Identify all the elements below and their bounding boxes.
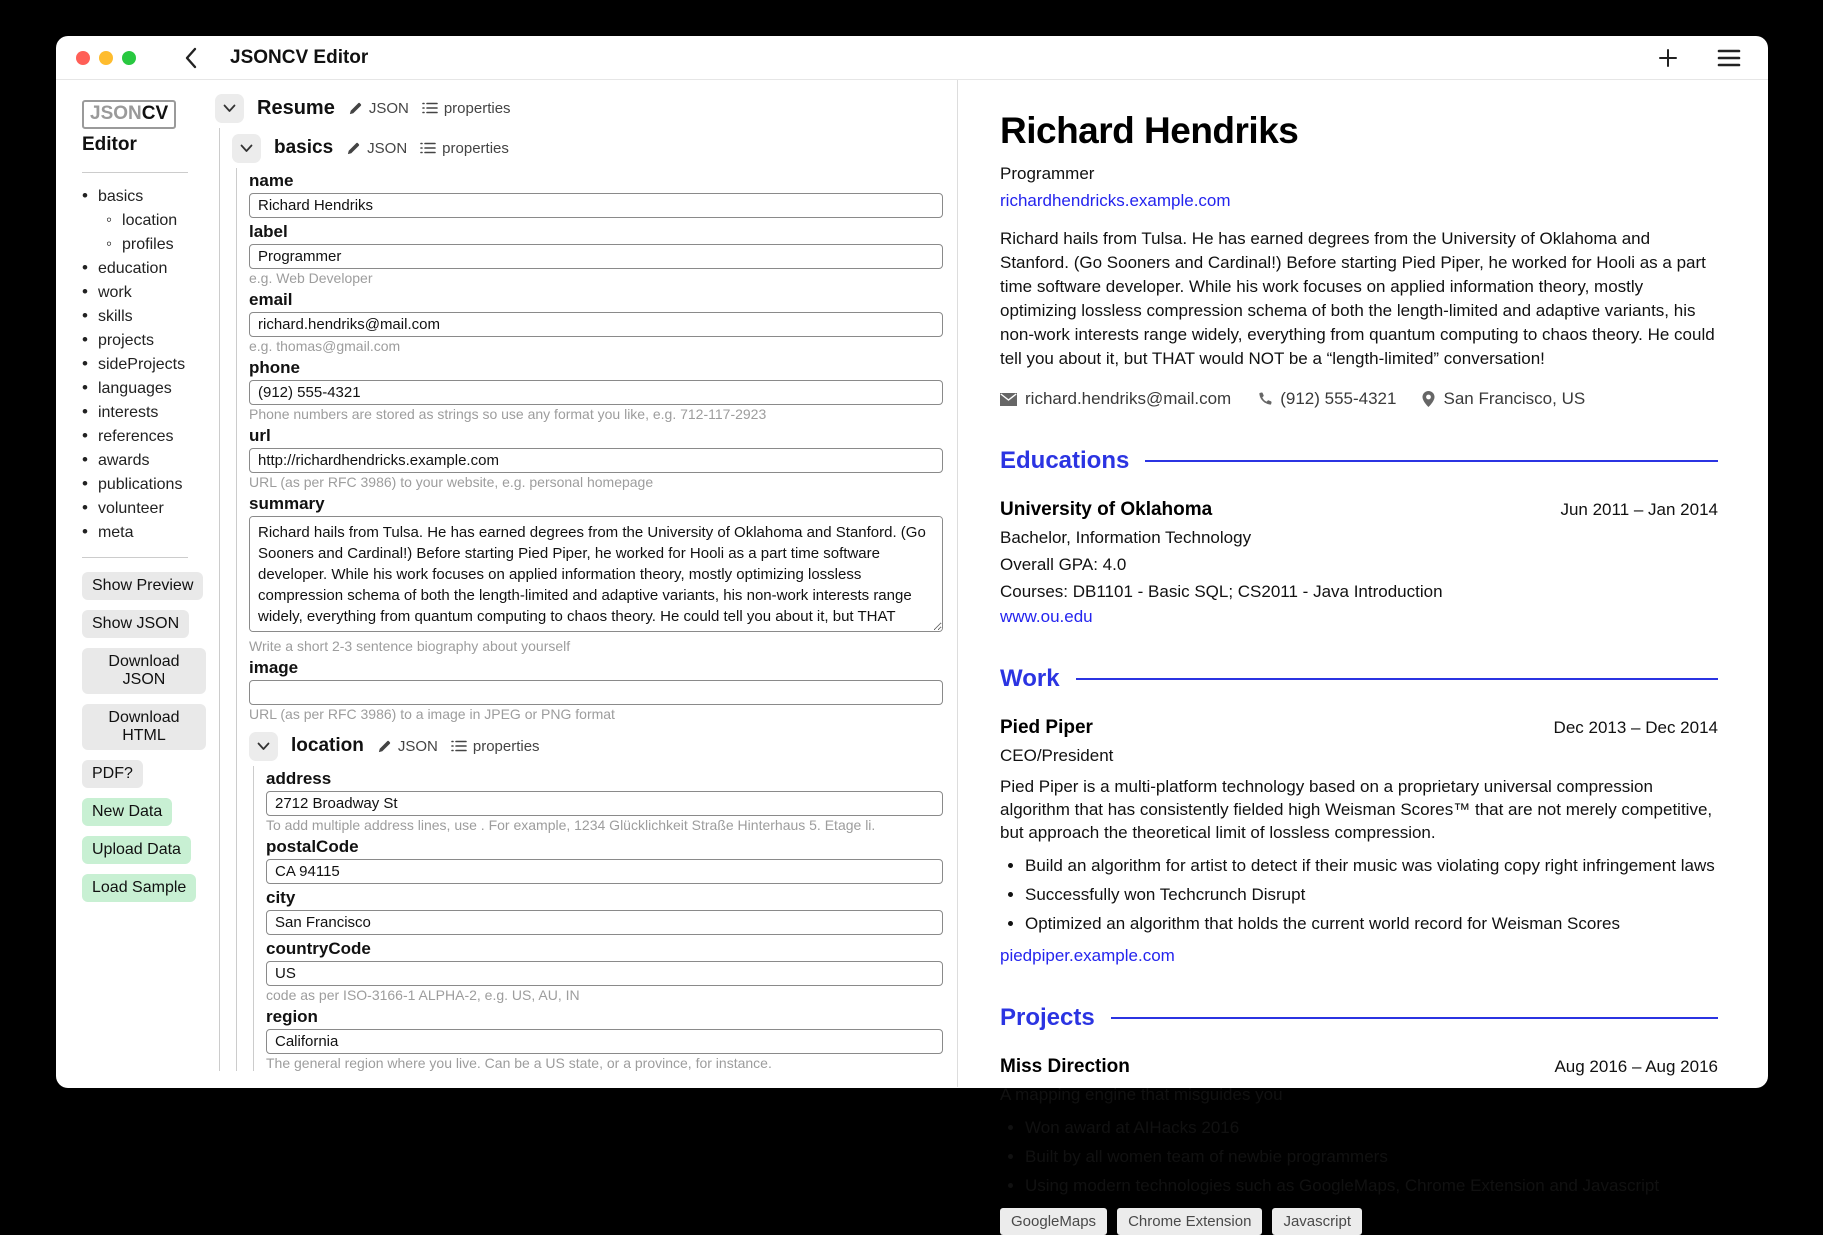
field-city [266,889,943,935]
email-label: email [249,290,293,309]
work-section-heading: Work [1000,665,1718,693]
basics-section-header [232,132,943,164]
sidebar-item-profiles[interactable]: ◦ profiles [106,235,206,253]
education-institution: University of Oklahoma [1000,499,1213,520]
work-position: CEO/President [1000,746,1114,765]
location-section [249,730,943,1071]
map-pin-icon [1422,391,1435,407]
url-label: url [249,426,271,445]
collapse-location-button[interactable] [249,732,278,761]
project-entry-header [1000,1056,1718,1078]
field-url [249,427,943,490]
projects-section-heading: Projects [1000,1004,1718,1032]
education-entry-header [1000,499,1718,521]
address-hint: To add multiple address lines, use . For example, 1234 Glücklichkeit Straße Hinterhaus 5. Etage li. [266,817,876,833]
summary-label: summary [249,494,325,513]
work-dates: Dec 2013 – Dec 2014 [1553,718,1718,737]
field-phone [249,359,943,422]
location-section-title: location [291,735,364,756]
address-label: address [266,769,332,788]
envelope-icon [1000,393,1017,406]
contact-email: richard.hendriks@mail.com [1000,389,1231,409]
postalcode-input[interactable] [266,859,943,884]
basics-section-body [236,168,943,1071]
close-window-button[interactable] [76,51,90,65]
sidebar-item-meta[interactable]: • meta [82,523,206,541]
zoom-window-button[interactable] [122,51,136,65]
logo-subtitle: Editor [82,134,137,155]
field-summary [249,495,943,654]
work-summary: Pied Piper is a multi-platform technology based on a proprietary universal compression algorithm that has consistently fielded high Weisman Scores™ that are not merely competitive, but approach the theoretical limit of lossless compression. [1000,777,1713,842]
basics-section-title: basics [274,137,334,158]
sidebar-nav [82,187,206,541]
location-properties-button[interactable]: properties [451,738,540,755]
preview-work-section [1000,665,1718,966]
sidebar-divider-top [82,172,188,173]
resume-section-header [215,92,943,124]
pencil-icon [348,101,363,116]
app-window [56,36,1768,1230]
region-hint: The general region where you live. Can be a US state, or a province, for instance. [266,1055,772,1071]
location-section-header [249,730,943,762]
work-company: Pied Piper [1000,717,1093,738]
logo-json-text: JSON [90,103,142,124]
project-dates: Aug 2016 – Aug 2016 [1554,1057,1718,1076]
project-highlight: • Won award at AIHacks 2016 [1025,1118,1718,1138]
resume-section-title: Resume [257,96,335,119]
list-icon [422,101,438,115]
new-data-button[interactable]: New Data [82,798,172,826]
minimize-window-button[interactable] [99,51,113,65]
logo-cv-text: CV [141,103,169,124]
window-title: JSONCV Editor [230,46,369,68]
collapse-resume-button[interactable] [215,94,244,123]
titlebar [56,36,1768,80]
work-highlight: • Build an algorithm for artist to detect if their music was violating copy right infringement laws [1025,856,1718,876]
list-icon [420,141,436,155]
city-input[interactable] [266,910,943,935]
countrycode-label: countryCode [266,939,371,958]
sidebar [56,80,206,1087]
show-json-button[interactable]: Show JSON [82,610,189,638]
phone-input[interactable] [249,380,943,405]
keyword-tag: Javascript [1272,1208,1362,1235]
preview-website-link[interactable]: richardhendricks.example.com [1000,191,1231,210]
pdf-button[interactable]: PDF? [82,760,143,788]
resume-properties-button[interactable]: properties [422,100,511,117]
section-rule [1111,1017,1718,1019]
city-label: city [266,888,296,907]
pencil-icon [346,141,361,156]
education-degree: Bachelor, Information Technology [1000,528,1252,547]
back-icon[interactable] [184,47,198,69]
work-highlight: • Successfully won Techcrunch Disrupt [1025,885,1718,905]
basics-properties-button[interactable]: properties [420,140,509,157]
sidebar-item-basics[interactable]: • basics [82,187,206,205]
field-name [249,172,943,218]
basics-edit-json-button[interactable]: JSON [346,140,407,157]
sidebar-item-sideprojects[interactable]: • sideProjects [82,355,206,373]
field-countrycode [266,940,943,1003]
sidebar-item-education[interactable]: • education [82,259,206,277]
resume-edit-json-button[interactable]: JSON [348,100,409,117]
field-email [249,291,943,354]
preview-projects-section [1000,1004,1718,1235]
label-label: label [249,222,288,241]
field-image [249,659,943,722]
menu-icon[interactable] [1718,49,1740,67]
pencil-icon [377,739,392,754]
label-input[interactable] [249,244,943,269]
image-hint: URL (as per RFC 3986) to a image in JPEG or PNG format [249,706,615,722]
region-label: region [266,1007,318,1026]
traffic-lights [76,51,136,65]
project-highlights [1000,1118,1718,1196]
phone-hint: Phone numbers are stored as strings so use any format you like, e.g. 712-117-2923 [249,406,767,422]
show-preview-button[interactable]: Show Preview [82,572,203,600]
app-logo [82,100,176,129]
location-edit-json-button[interactable]: JSON [377,738,438,755]
project-highlight: • Using modern technologies such as GoogleMaps, Chrome Extension and Javascript [1025,1176,1718,1196]
region-input[interactable] [266,1029,943,1054]
sidebar-item-languages[interactable]: • languages [82,379,206,397]
work-entry-header [1000,717,1718,739]
field-postalcode [266,838,943,884]
field-region [266,1008,943,1071]
image-label: image [249,658,299,677]
sidebar-item-work[interactable]: • work [82,283,206,301]
collapse-basics-button[interactable] [232,134,261,163]
list-icon [451,739,467,753]
download-json-button[interactable]: Download JSON [82,648,206,694]
preview-name: Richard Hendriks [1000,110,1299,151]
preview-education-section [1000,447,1718,627]
url-input[interactable] [249,448,943,473]
contact-phone: (912) 555-4321 [1257,389,1396,409]
sidebar-divider-bottom [82,557,188,558]
sidebar-item-awards[interactable]: • awards [82,451,206,469]
field-address [266,770,943,833]
email-hint: e.g. thomas@gmail.com [249,338,401,354]
phone-icon [1257,392,1272,407]
sidebar-item-skills[interactable]: • skills [82,307,206,325]
email-input[interactable] [249,312,943,337]
sidebar-item-projects[interactable]: • projects [82,331,206,349]
education-link[interactable]: www.ou.edu [1000,607,1093,626]
load-sample-button[interactable]: Load Sample [82,874,196,902]
upload-data-button[interactable]: Upload Data [82,836,191,864]
work-highlight: • Optimized an algorithm that holds the current world record for Weisman Scores [1025,914,1718,934]
sidebar-item-references[interactable]: • references [82,427,206,445]
keyword-tag: GoogleMaps [1000,1208,1107,1235]
sidebar-item-volunteer[interactable]: • volunteer [82,499,206,517]
sidebar-item-location[interactable]: ◦ location [106,211,206,229]
project-name: Miss Direction [1000,1056,1130,1077]
summary-textarea[interactable] [249,516,943,632]
work-highlights [1000,856,1718,934]
field-label [249,223,943,286]
name-input[interactable] [249,193,943,218]
education-gpa: Overall GPA: 4.0 [1000,555,1127,574]
label-hint: e.g. Web Developer [249,270,373,286]
keyword-tag: Chrome Extension [1117,1208,1262,1235]
postalcode-label: postalCode [266,837,359,856]
countrycode-input[interactable] [266,961,943,986]
new-tab-icon[interactable] [1658,48,1678,68]
editor-panel [206,80,958,1087]
preview-role: Programmer [1000,164,1095,183]
preview-summary: Richard hails from Tulsa. He has earned degrees from the University of Oklahoma and Stanford. (Go Sooners and Cardinal!) Before starting Pied Piper, he worked for Hooli as a part time software developer. While his work focuses on applied information theory, mostly optimizing lossless compression schema of both the length-limited and adaptive variants, his non-work interests range widely, everything from quantum computing to chaos theory. He could tell you about it, but THAT would NOT be a “length-limited” conversation! [1000,229,1715,368]
project-description: A mapping engine that misguides you [1000,1085,1283,1104]
image-input[interactable] [249,680,943,705]
resume-preview [958,80,1768,1230]
contact-location: San Francisco, US [1422,389,1585,409]
section-rule [1076,678,1718,680]
project-keywords [1000,1208,1718,1235]
sidebar-item-publications[interactable]: • publications [82,475,206,493]
address-input[interactable] [266,791,943,816]
phone-label: phone [249,358,300,377]
location-section-body [253,766,943,1071]
work-link[interactable]: piedpiper.example.com [1000,946,1175,965]
download-html-button[interactable]: Download HTML [82,704,206,750]
education-courses: Courses: DB1101 - Basic SQL; CS2011 - Java Introduction [1000,582,1443,601]
preview-contact-row [1000,389,1718,409]
resume-section-body [219,128,943,1071]
project-highlight: • Built by all women team of newbie programmers [1025,1147,1718,1167]
summary-hint: Write a short 2-3 sentence biography about yourself [249,638,571,654]
education-dates: Jun 2011 – Jan 2014 [1560,500,1718,519]
section-rule [1145,460,1718,462]
name-label: name [249,171,294,190]
education-section-heading: Educations [1000,447,1718,475]
countrycode-hint: code as per ISO-3166-1 ALPHA-2, e.g. US, AU, IN [266,987,580,1003]
sidebar-item-interests[interactable]: • interests [82,403,206,421]
url-hint: URL (as per RFC 3986) to your website, e.g. personal homepage [249,474,654,490]
